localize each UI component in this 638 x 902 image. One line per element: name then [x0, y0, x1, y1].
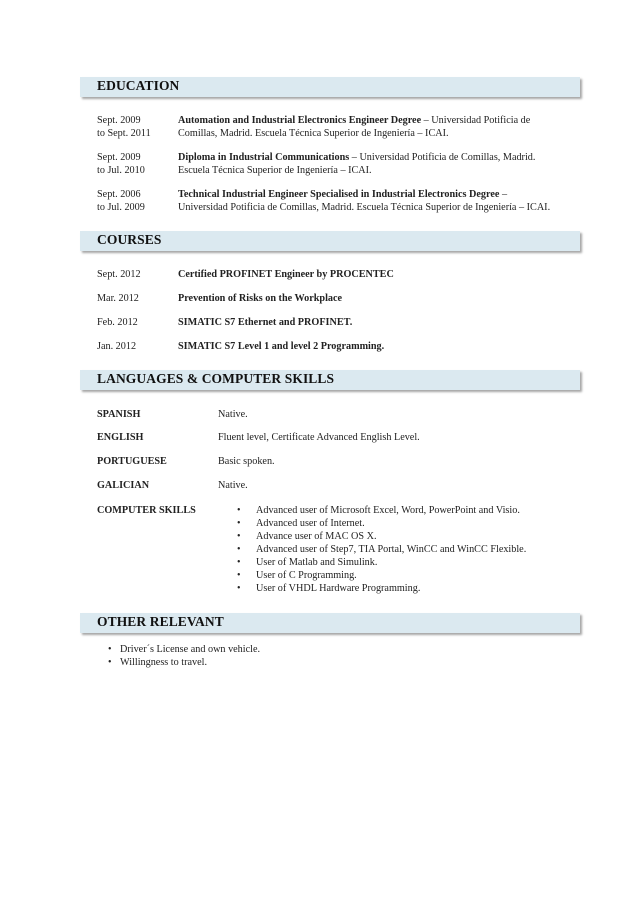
course-title: Prevention of Risks on the Workplace	[178, 293, 343, 304]
education-title: Technical Industrial Engineer Specialised in Industrial Electronics Degree	[178, 189, 500, 200]
other-item: Willingness to travel.	[120, 657, 208, 668]
course-date: Jan. 2012	[97, 341, 137, 352]
education-line-2: Universidad Potificia de Comillas, Madrid. Escuela Técnica Superior de Ingeniería – ICAI.	[178, 202, 551, 213]
education-line-2: Escuela Técnica Superior de Ingeniería – ICAI.	[178, 165, 372, 176]
language-level: Native.	[218, 409, 248, 420]
courses-header	[80, 231, 580, 251]
bullet-icon: •	[108, 644, 112, 655]
education-header-label: EDUCATION	[97, 78, 180, 93]
education-line-1	[178, 151, 535, 164]
course-date: Mar. 2012	[97, 293, 139, 304]
education-institution: – Universidad Potificia de	[421, 115, 531, 126]
courses-header-label: COURSES	[97, 232, 162, 247]
skill-item: Advance user of MAC OS X.	[256, 531, 377, 542]
skill-item: Advanced user of Microsoft Excel, Word, PowerPoint and Visio.	[256, 505, 520, 516]
bullet-icon: •	[237, 544, 241, 555]
skill-item: User of Matlab and Simulink.	[256, 557, 378, 568]
skill-item: Advanced user of Internet.	[256, 518, 365, 529]
course-date: Sept. 2012	[97, 269, 141, 280]
bullet-icon: •	[237, 518, 241, 529]
other-item: Driver´s License and own vehicle.	[120, 644, 261, 655]
course-title: SIMATIC S7 Ethernet and PROFINET.	[178, 317, 353, 328]
education-date-end: to Sept. 2011	[97, 128, 151, 139]
skill-item: User of C Programming.	[256, 570, 357, 581]
education-title: Automation and Industrial Electronics Engineer Degree	[178, 115, 422, 126]
bullet-icon: •	[237, 505, 241, 516]
education-date-start: Sept. 2006	[97, 189, 141, 200]
language-name: GALICIAN	[97, 480, 150, 491]
languages-header-label: LANGUAGES & COMPUTER SKILLS	[97, 371, 335, 386]
skill-item: User of VHDL Hardware Programming.	[256, 583, 421, 594]
education-institution: –	[499, 189, 508, 200]
bullet-icon: •	[237, 557, 241, 568]
education-institution: – Universidad Potificia de Comillas, Madrid.	[349, 152, 536, 163]
skill-item: Advanced user of Step7, TIA Portal, WinCC and WinCC Flexible.	[256, 544, 527, 555]
language-level: Native.	[218, 480, 248, 491]
course-title: SIMATIC S7 Level 1 and level 2 Programming.	[178, 341, 385, 352]
education-line-2: Comillas, Madrid. Escuela Técnica Superior de Ingeniería – ICAI.	[178, 128, 449, 139]
other-header-label: OTHER RELEVANT	[97, 614, 224, 629]
bullet-icon: •	[108, 657, 112, 668]
language-level: Basic spoken.	[218, 456, 275, 467]
education-date-end: to Jul. 2009	[97, 202, 145, 213]
course-title: Certified PROFINET Engineer by PROCENTEC	[178, 269, 394, 280]
bullet-icon: •	[237, 570, 241, 581]
education-title: Diploma in Industrial Communications	[178, 152, 350, 163]
computer-skills-label: COMPUTER SKILLS	[97, 505, 196, 516]
education-date-start: Sept. 2009	[97, 115, 141, 126]
education-line-1	[178, 114, 530, 127]
languages-header	[80, 370, 580, 390]
education-date-start: Sept. 2009	[97, 152, 141, 163]
education-date-end: to Jul. 2010	[97, 165, 145, 176]
language-name: ENGLISH	[97, 432, 144, 443]
education-line-1	[178, 188, 507, 201]
course-date: Feb. 2012	[97, 317, 138, 328]
other-header	[80, 613, 580, 633]
language-level: Fluent level, Certificate Advanced English Level.	[218, 432, 420, 443]
language-name: SPANISH	[97, 409, 141, 420]
bullet-icon: •	[237, 583, 241, 594]
education-header	[80, 77, 580, 97]
language-name: PORTUGUESE	[97, 456, 167, 467]
bullet-icon: •	[237, 531, 241, 542]
